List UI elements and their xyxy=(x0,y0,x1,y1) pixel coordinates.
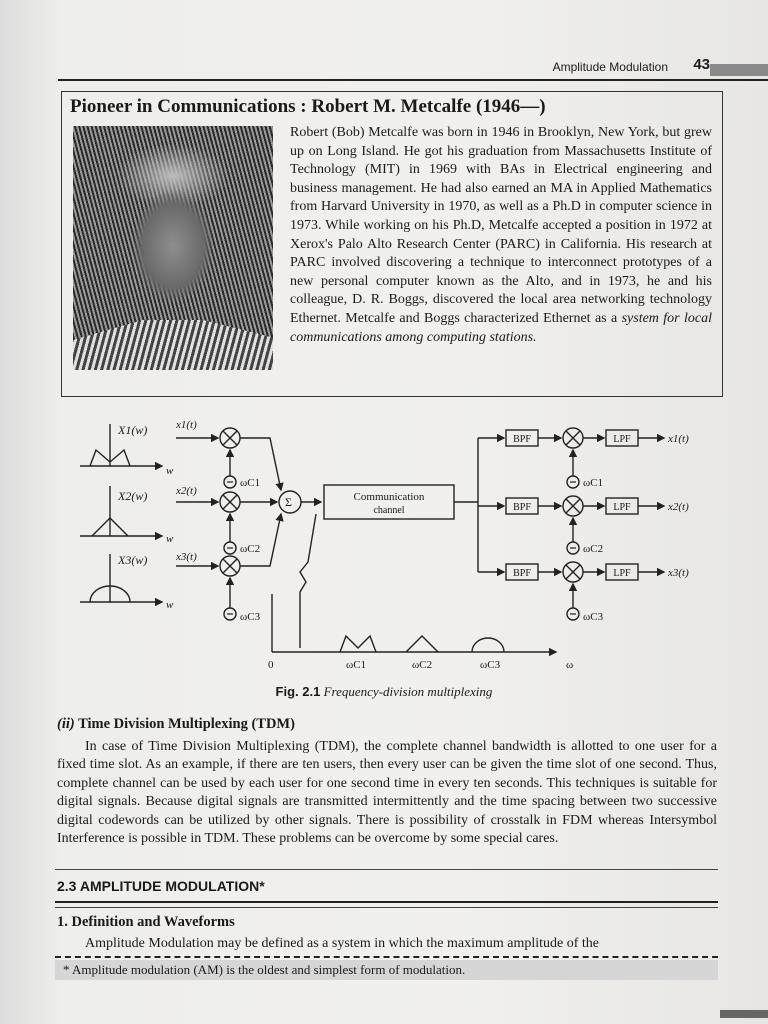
fdm-figure xyxy=(68,412,718,682)
pioneer-box xyxy=(61,91,723,397)
output-label-1: x1(t) xyxy=(668,433,689,445)
axis-w-2: w xyxy=(166,533,174,545)
page-number: 43 xyxy=(693,56,710,73)
tdm-heading-text: Time Division Multiplexing (TDM) xyxy=(78,716,295,732)
header-tab-bar xyxy=(710,64,768,76)
spectrum-axis-tick-2: ωC2 xyxy=(412,659,433,671)
section-rule-top xyxy=(55,869,718,870)
spectrum-axis-tick-1: ωC1 xyxy=(346,659,367,671)
bio-text: Robert (Bob) Metcalfe was born in 1946 in Brooklyn, New York, but grew up on Long Island. He got his graduation from Massachusetts Institute of Technology (MIT) in 1969 with BAs in Electrical engineering and business management. He had also earned an MA in Applied Mathematics from Harvard University in 1970, as well as a Ph.D in computer science in 1973. While working on his Ph.D, Metcalfe accepted a position in 1972 at Xerox's Palo Alto Research Center (PARC) in California. His research at PARC involved discovering a technique to interconnect prototypes of a new personal computer known as the Alto, and in 1973, he and his colleague, D. R. Boggs, discovered the local area networking technology Ethernet. Metcalfe and Boggs characterized Ethernet as a xyxy=(290,125,712,326)
input-label-1: x1(t) xyxy=(176,419,197,431)
bpf-label-1: BPF xyxy=(513,434,531,445)
pioneer-box-title: Pioneer in Communications : Robert M. Metcalfe (1946—) xyxy=(70,96,546,117)
channel-label-line1: Communication xyxy=(353,491,425,503)
header-section-title: Amplitude Modulation xyxy=(552,60,668,74)
definition-heading: 1. Definition and Waveforms xyxy=(57,914,235,930)
page-corner-mark xyxy=(720,1010,768,1018)
portrait-shirt xyxy=(73,320,273,370)
tdm-paragraph: In case of Time Division Multiplexing (TDM), the complete channel bandwidth is allotted to one user for a fixed time slot. As an example, if there are ten users, then every user can be given the time slot of one second. Thus, complete channel can be used by each user for one second time in every ten seconds. This techniques is suitable for digital signals. Because digital signals are transmitted intermittently and the time spacing between two successive digital codewords can be utilized by other signals. There is possibility of crosstalk in FDM whereas Intersymbol Interference is possible in TDM. These problems can be overcome by some special cares. xyxy=(57,739,717,847)
figure-caption-number: Fig. 2.1 xyxy=(275,684,321,699)
portrait-photo xyxy=(73,126,273,370)
lpf-label-2: LPF xyxy=(613,502,631,513)
footnote-divider xyxy=(55,956,718,958)
axis-w-3: w xyxy=(166,599,174,611)
demod-carrier-label-1: ωC1 xyxy=(583,477,604,489)
spectrum-label-1: X1(w) xyxy=(118,423,148,437)
summer-symbol: Σ xyxy=(285,495,292,509)
channel-label-line2: channel xyxy=(373,505,405,516)
combined-spectrum-3 xyxy=(472,638,504,652)
spectrum-label-3: X3(w) xyxy=(118,553,148,567)
input-label-3: x3(t) xyxy=(176,551,197,563)
lpf-label-3: LPF xyxy=(613,568,631,579)
section-heading: 2.3 AMPLITUDE MODULATION* xyxy=(57,878,265,894)
definition-paragraph: Amplitude Modulation may be defined as a system in which the maximum amplitude of the xyxy=(85,936,600,951)
axis-w-1: w xyxy=(166,465,174,477)
demod-carrier-label-2: ωC2 xyxy=(583,543,604,555)
figure-caption xyxy=(0,684,768,700)
tdm-heading-number: (ii) xyxy=(57,716,75,732)
spectrum-axis-zero: 0 xyxy=(268,659,274,671)
figure-caption-text: Frequency-division multiplexing xyxy=(323,684,493,699)
fdm-diagram xyxy=(68,412,718,682)
bpf-label-2: BPF xyxy=(513,502,531,513)
bio-italic-text: system for local communications among computing stations. xyxy=(290,310,713,345)
output-label-2: x2(t) xyxy=(668,501,689,513)
spectrum-label-2: X2(w) xyxy=(118,489,148,503)
tdm-heading xyxy=(57,716,295,733)
running-header xyxy=(58,55,768,81)
bpf-label-3: BPF xyxy=(513,568,531,579)
input-label-2: x2(t) xyxy=(176,485,197,497)
combined-spectrum-1 xyxy=(340,636,376,652)
demod-carrier-label-3: ωC3 xyxy=(583,611,604,623)
lpf-label-1: LPF xyxy=(613,434,631,445)
spectrum-axis-omega: ω xyxy=(566,659,574,671)
carrier-label-2: ωC2 xyxy=(240,543,261,555)
footnote: * Amplitude modulation (AM) is the oldest and simplest form of modulation. xyxy=(55,960,718,980)
output-label-3: x3(t) xyxy=(668,567,689,579)
pioneer-bio xyxy=(290,124,712,347)
carrier-label-3: ωC3 xyxy=(240,611,261,623)
carrier-label-1: ωC1 xyxy=(240,477,261,489)
spectrum-axis-tick-3: ωC3 xyxy=(480,659,501,671)
combined-spectrum-2 xyxy=(406,636,438,652)
section-rule-bottom xyxy=(55,901,718,908)
channel-zigzag-link xyxy=(300,514,316,648)
